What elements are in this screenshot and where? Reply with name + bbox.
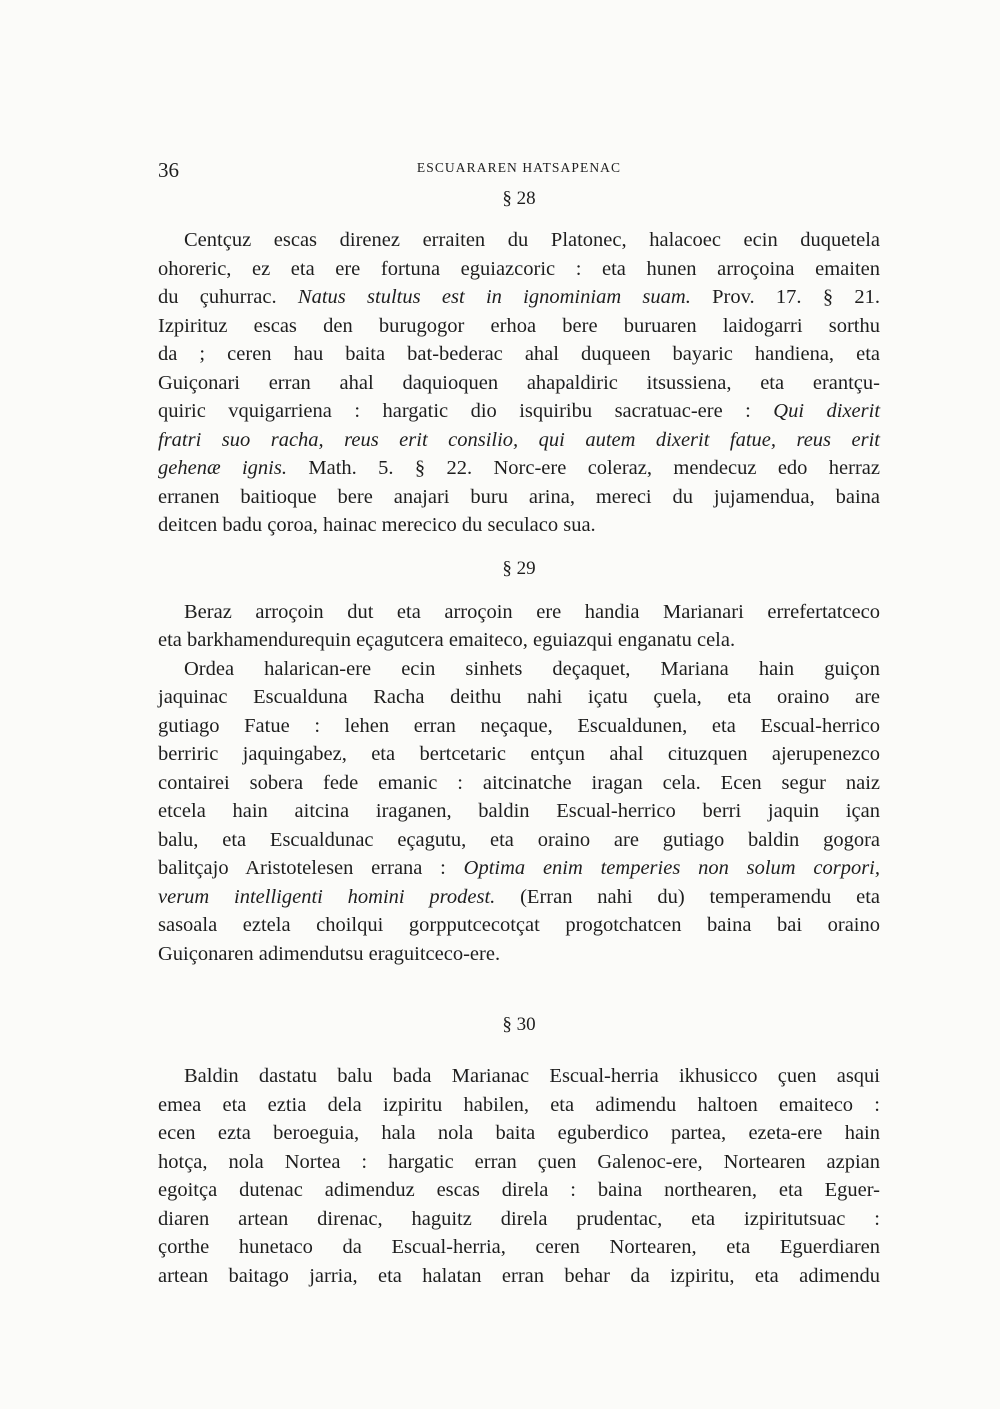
citation: Math. 5. § 22. Norc-ere coleraz, mendecuz edo herraz [308, 457, 880, 479]
text-line: deitcen badu çoroa, hainac merecico du seculaco sua. [158, 514, 596, 536]
text-line: berriric jaquingabez, eta bertcetaric entçun ahal cituzquen ajerupenezco [158, 743, 880, 765]
text-line: Beraz arroçoin dut eta arroçoin ere handia Marianari errefertatceco [184, 600, 880, 623]
text-line: eta barkhamendurequin eçagutcera emaiteco, eguiazqui enganatu cela. [158, 629, 736, 651]
text-line [158, 283, 880, 312]
text-line: Baldin dastatu balu bada Marianac Escual-herria ikhusicco çuen asqui [184, 1065, 880, 1087]
text-line: Guiçonari erran ahal daquioquen ahapaldiric itsussiena, eta erantçu- [158, 371, 880, 394]
text-line [158, 397, 880, 426]
text-line: etcela hain aitcina iraganen, baldin Escual-herrico berri jaquin içan [158, 800, 880, 822]
text-line: hotça, nola Nortea : hargatic erran çuen Galenoc-ere, Nortearen azpian [158, 1150, 880, 1173]
text-line: erranen baitioque bere anajari buru arina, mereci du jujamendua, baina [158, 485, 880, 508]
text-line: Guiçonaren adimendutsu eraguitceco-ere. [158, 942, 501, 965]
page-number: 36 [158, 158, 179, 182]
latin-quote: fratri suo racha, reus erit consilio, qui autem dixerit fatue, reus erit [158, 428, 880, 451]
text-line: balu, eta Escualdunac eçagutu, eta oraino are gutiago baldin gogora [158, 828, 880, 851]
text-line: jaquinac Escualduna Racha deithu nahi içatu çuela, eta oraino are [158, 686, 880, 708]
text-line: artean baitago jarria, eta halatan erran behar da izpiritu, eta adimendu [158, 1264, 880, 1287]
text-run: quiric vquigarriena : hargatic dio isquiribu sacratuac-ere : [158, 400, 751, 422]
text-line: gutiago Fatue : lehen erran neçaque, Escualdunen, eta Escual-herrico [158, 714, 880, 737]
citation: Prov. 17. § 21. [712, 286, 881, 308]
text-line: da ; ceren hau baita bat-bederac ahal duqueen bayaric handiena, eta [158, 343, 880, 365]
text-line: Centçuz escas direnez erraiten du Platonec, halacoec ecin duquetela [184, 229, 880, 251]
text-line: ecen ezta beroeguia, hala nola baita eguberdico partea, ezeta-ere hain [158, 1122, 880, 1144]
text-run: du çuhurrac. [158, 286, 277, 308]
latin-quote: gehenæ ignis. [158, 457, 287, 479]
latin-quote: Natus stultus est in ignominiam suam. [297, 286, 691, 308]
text-line: Ordea halarican-ere ecin sinhets deçaquet, Mariana hain guiçon [184, 657, 880, 680]
section-30-paragraph [158, 1062, 880, 1290]
text-line: sasoala eztela choilqui gorpputcecotçat progotchatcen baina bai oraino [158, 914, 880, 936]
running-head [158, 148, 880, 188]
text-line [158, 854, 880, 883]
text-line: diaren artean direnac, haguitz direla prudentac, eta izpiritutsuac : [158, 1207, 880, 1230]
section-heading-28: § 28 [502, 188, 536, 209]
section-29-paragraph [158, 598, 880, 969]
text-run: (Erran nahi du) temperamendu eta [520, 885, 880, 908]
text-line: contairei sobera fede emanic : aitcinatche iragan cela. Ecen segur naiz [158, 771, 880, 794]
section-heading-30: § 30 [502, 1014, 536, 1035]
latin-quote: verum intelligenti homini prodest. [158, 885, 496, 908]
text-line [158, 426, 880, 455]
text-line: emea eta eztia dela izpiritu habilen, eta adimendu haltoen emaiteco : [158, 1093, 880, 1116]
text-line [158, 883, 880, 912]
latin-quote: Optima enim temperies non solum corpori, [463, 857, 881, 879]
latin-quote: Qui dixerit [773, 400, 881, 422]
text-line: egoitça dutenac adimenduz escas direla : baina northearen, eta Eguer- [158, 1179, 880, 1201]
section-28-paragraph [158, 226, 880, 540]
text-run: balitçajo Aristotelesen errana : [158, 857, 446, 879]
text-line: ohoreric, ez eta ere fortuna eguiazcoric : eta hunen arroçoina emaiten [158, 257, 880, 280]
text-line: Izpirituz escas den burugogor erhoa bere buruaren laidogarri sorthu [158, 314, 880, 337]
text-line [158, 454, 880, 483]
running-title: ESCUARAREN HATSAPENAC [416, 160, 622, 175]
page [158, 148, 880, 1290]
section-heading-29: § 29 [502, 557, 536, 579]
text-line: çorthe hunetaco da Escual-herria, ceren Nortearen, eta Eguerdiaren [158, 1236, 880, 1258]
